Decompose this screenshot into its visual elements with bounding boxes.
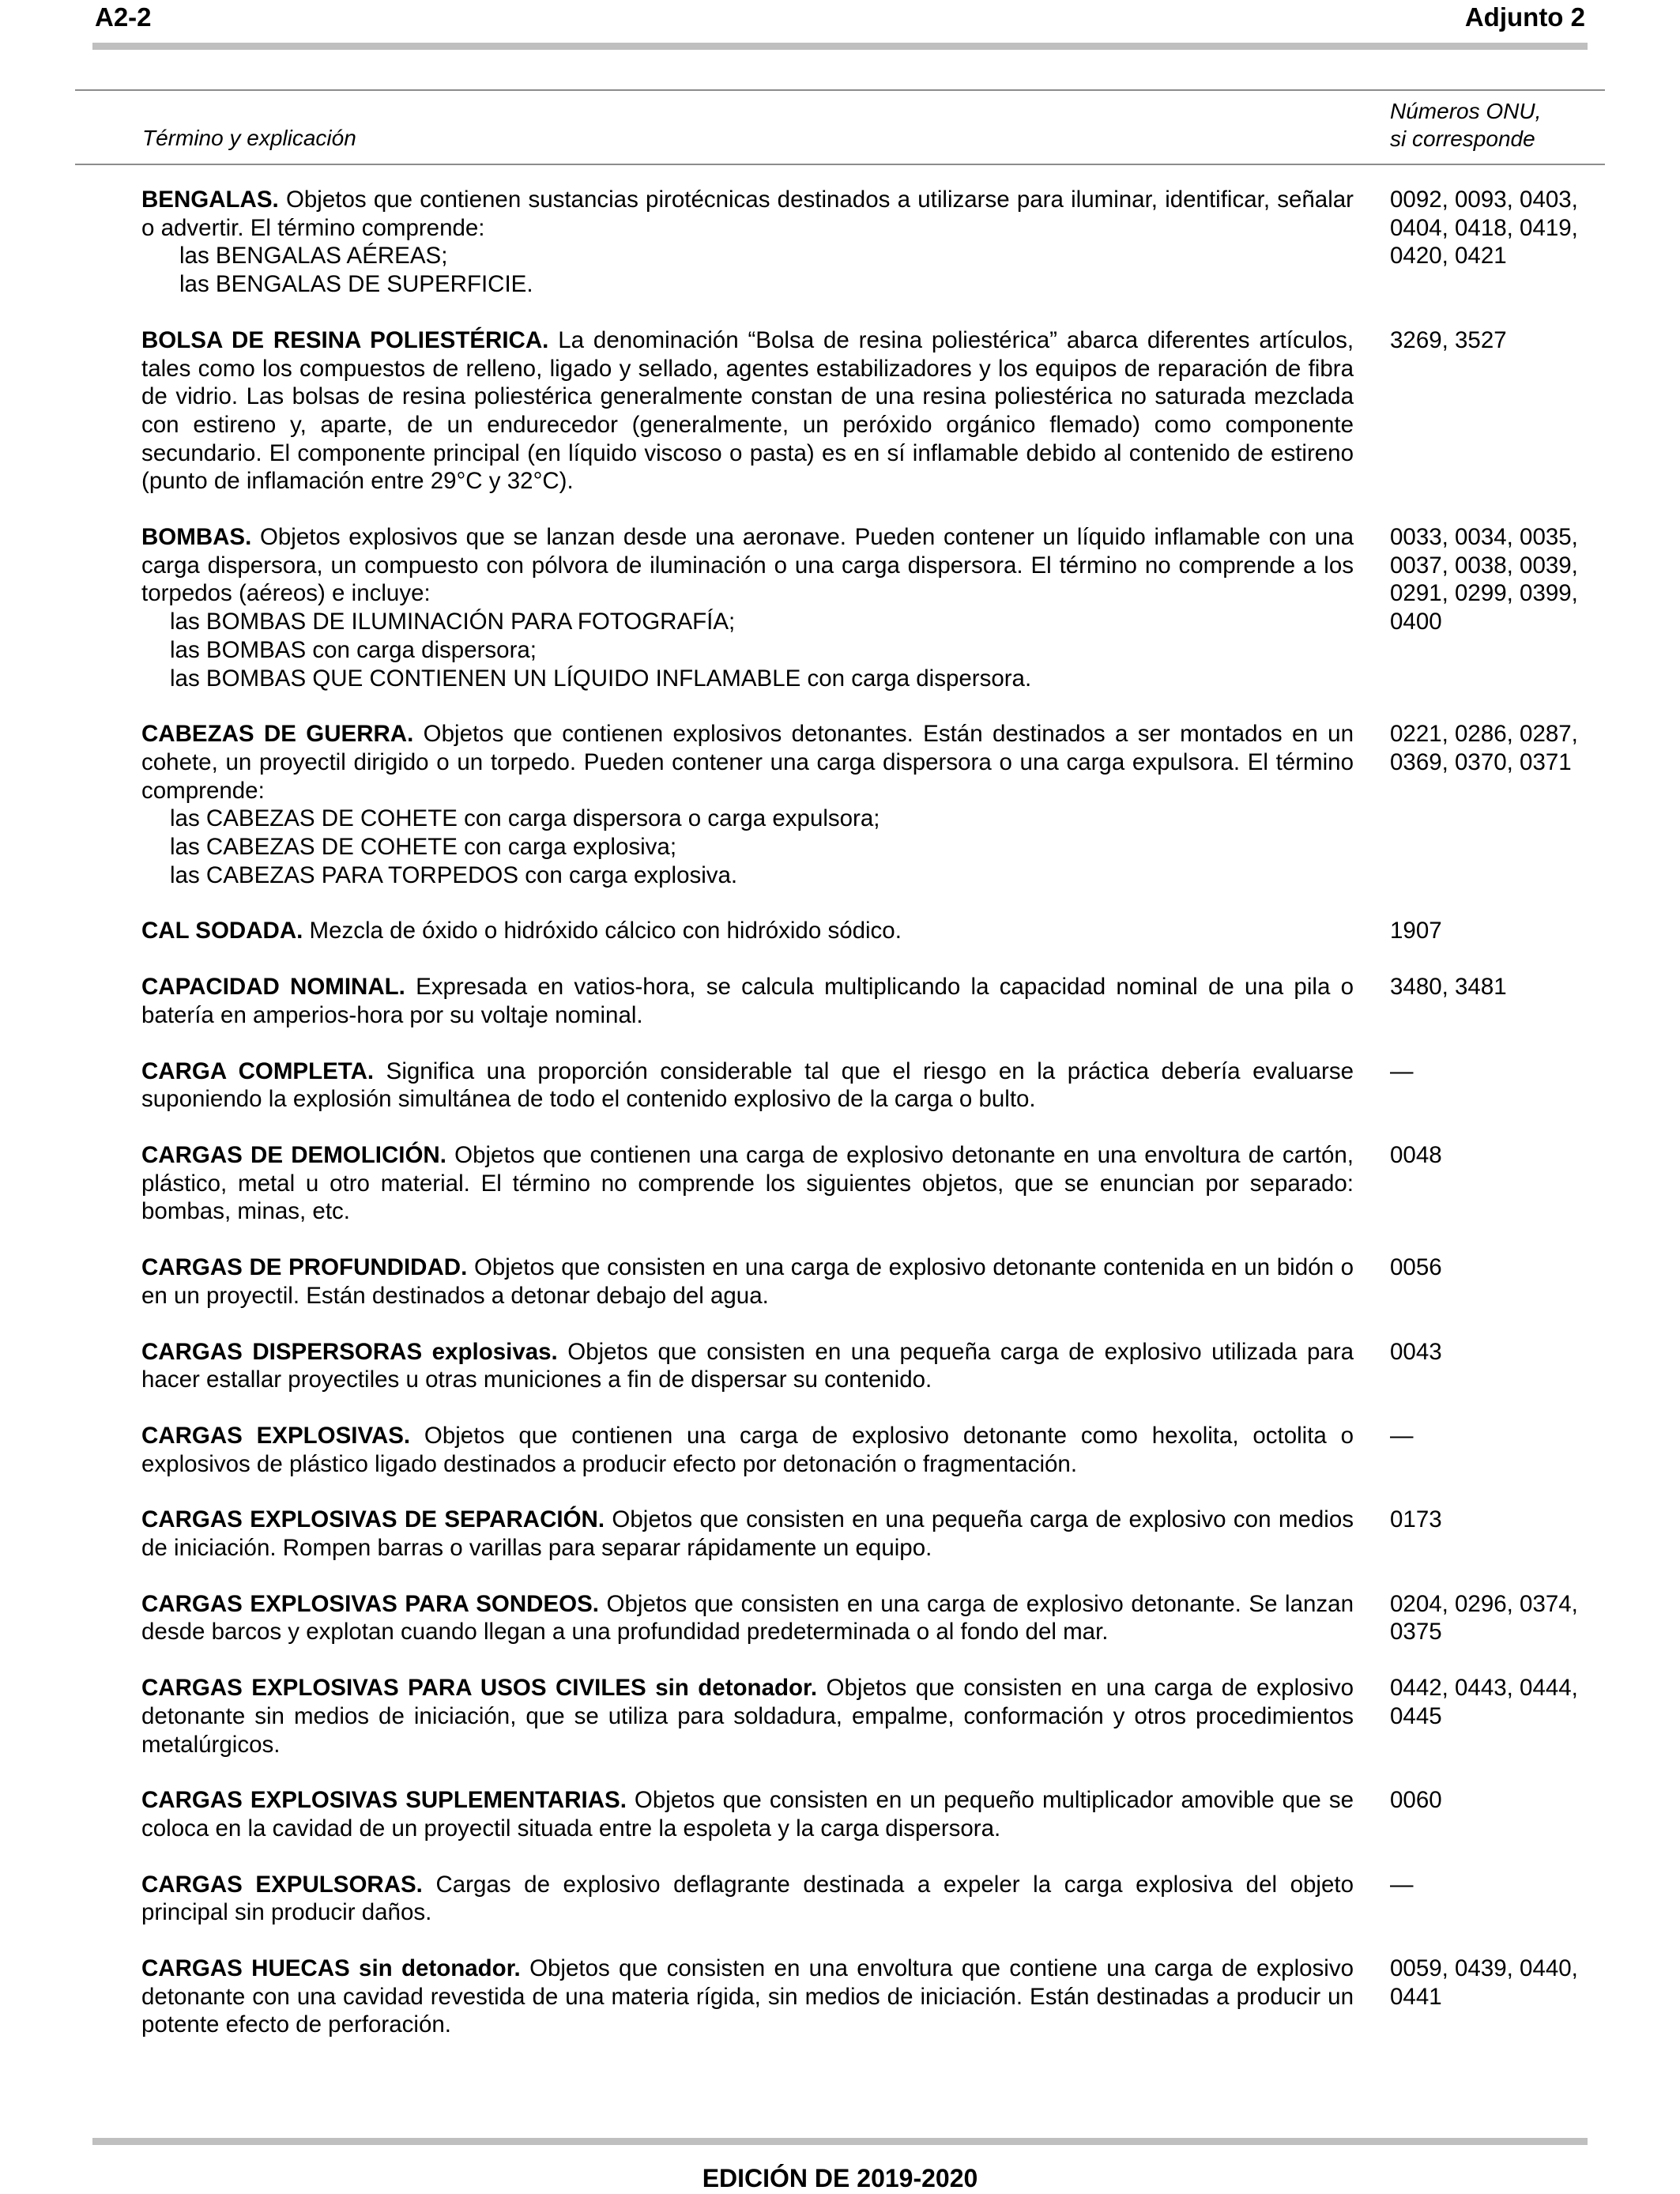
entry-term: BOLSA DE RESINA POLIESTÉRICA.: [141, 326, 549, 353]
glossary-entry: [141, 523, 1603, 692]
header-divider: [92, 43, 1588, 50]
entry-explanation: [141, 1590, 1354, 1646]
entry-explanation: [141, 1253, 1354, 1310]
entry-description: Objetos que contienen una carga de explosivo detonante en una envoltura de cartón, plástico, metal u otro material. El término no comprende los siguientes objetos, que se enuncian por separado: bombas, minas, etc.: [141, 1141, 1354, 1225]
glossary-entry: [141, 326, 1603, 496]
entry-term: CAPACIDAD NOMINAL.: [141, 974, 405, 1001]
edition-footer: EDICIÓN DE 2019-2020: [702, 2164, 978, 2192]
glossary-entry: [141, 1422, 1603, 1478]
attachment-label: Adjunto 2: [1464, 2, 1585, 32]
glossary-entry: [141, 1590, 1603, 1646]
entry-un-numbers: 0204, 0296, 0374, 0375: [1390, 1590, 1578, 1646]
entry-explanation: [141, 720, 1354, 889]
glossary-entry: [141, 1253, 1603, 1310]
entry-explanation: [141, 523, 1354, 692]
entry-description: Objetos que consisten en una pequeña carga de explosivo con medios de iniciación. Rompen barras o varillas para separar rápidamente un equipo.: [141, 1506, 1354, 1562]
glossary-entry: [141, 1506, 1603, 1562]
entry-description: Objetos que contienen explosivos detonantes. Están destinados a ser montados en un cohete, un proyectil dirigido o un torpedo. Pueden contener una carga dispersora o una carga expulsora. El término comprende:: [141, 721, 1354, 804]
column-header-un-line2: si corresponde: [1390, 126, 1535, 151]
entry-un-numbers: 0048: [1390, 1141, 1442, 1168]
entry-description: Significa una proporción considerable tal que el riesgo en la práctica debería evaluarse suponiendo la explosión simultánea de todo el contenido explosivo de la carga o bulto.: [141, 1057, 1354, 1113]
glossary-entry: [141, 186, 1603, 299]
glossary-entry: [141, 1057, 1603, 1114]
entry-un-numbers: 3480, 3481: [1390, 974, 1507, 1001]
entry-explanation: [141, 1674, 1354, 1759]
entry-un-numbers: 0173: [1390, 1506, 1442, 1533]
entry-term: CARGAS DISPERSORAS explosivas.: [141, 1338, 558, 1365]
entry-explanation: [141, 1141, 1354, 1226]
entry-un-numbers: 0043: [1390, 1338, 1442, 1365]
glossary-entry: [141, 917, 1603, 945]
entry-explanation: [141, 1422, 1354, 1478]
column-header-term: Término y explicación: [142, 126, 356, 150]
entry-description: Objetos que consisten en una carga de explosivo detonante. Se lanzan desde barcos y explotan cuando llegan a una profundidad predeterminada o al fondo del mar.: [141, 1590, 1354, 1646]
entry-term: CABEZAS DE GUERRA.: [141, 721, 414, 748]
entry-un-numbers: 0033, 0034, 0035, 0037, 0038, 0039, 0291, 0299, 0399, 0400: [1390, 524, 1578, 635]
column-header-un-line1: Números ONU,: [1390, 99, 1542, 123]
page-header: [95, 0, 1585, 47]
entry-explanation: [141, 973, 1354, 1029]
entry-description: Mezcla de óxido o hidróxido cálcico con hidróxido sódico.: [303, 918, 902, 944]
entry-term: CARGAS DE DEMOLICIÓN.: [141, 1141, 446, 1168]
entry-term: CARGAS EXPLOSIVAS.: [141, 1422, 411, 1449]
entry-explanation: [141, 1955, 1354, 2039]
entry-subitem: las CABEZAS DE COHETE con carga explosiva;: [170, 834, 677, 861]
entry-subitem: las CABEZAS PARA TORPEDOS con carga explosiva.: [170, 861, 738, 888]
entry-explanation: [141, 186, 1354, 299]
entry-subitem: las BENGALAS AÉREAS;: [179, 243, 448, 270]
entry-un-numbers: 0056: [1390, 1254, 1442, 1281]
glossary-entries: [141, 186, 1603, 2067]
entry-un-numbers: —: [1390, 1422, 1414, 1449]
footer-divider: [92, 2138, 1588, 2145]
entry-term: BOMBAS.: [141, 524, 252, 551]
entry-un-numbers: —: [1390, 1057, 1414, 1084]
entry-un-numbers: 3269, 3527: [1390, 326, 1507, 353]
entry-description: Objetos que contienen sustancias pirotécnicas destinados a utilizarse para iluminar, identificar, señalar o advertir. El término comprende:: [141, 187, 1354, 241]
entry-description: Objetos que consisten en una pequeña carga de explosivo utilizada para hacer estallar proyectiles u otras municiones a fin de dispersar su contenido.: [141, 1338, 1354, 1393]
entry-un-numbers: 1907: [1390, 918, 1442, 944]
page-number: A2-2: [95, 2, 152, 32]
entry-un-numbers: 0059, 0439, 0440, 0441: [1390, 1955, 1578, 2010]
entry-term: CARGA COMPLETA.: [141, 1057, 375, 1084]
entry-description: Objetos que contienen una carga de explosivo detonante como hexolita, octolita o explosivos de plástico ligado destinados a producir efecto por detonación o fragmentación.: [141, 1422, 1354, 1477]
entry-description: Objetos que consisten en un pequeño multiplicador amovible que se coloca en la cavidad de un proyectil situada entre la espoleta y la carga dispersora.: [141, 1787, 1354, 1842]
entry-un-numbers: 0221, 0286, 0287, 0369, 0370, 0371: [1390, 721, 1578, 775]
entry-term: CARGAS EXPLOSIVAS PARA SONDEOS.: [141, 1590, 599, 1617]
entry-description: Cargas de explosivo deflagrante destinada a expeler la carga explosiva del objeto principal sin producir daños.: [141, 1871, 1354, 1926]
entry-explanation: [141, 1338, 1354, 1394]
entry-term: CARGAS EXPULSORAS.: [141, 1871, 423, 1898]
entry-term: CAL SODADA.: [141, 918, 303, 944]
entry-subitem: las BOMBAS QUE CONTIENEN UN LÍQUIDO INFLAMABLE con carga dispersora.: [170, 665, 1032, 692]
glossary-entry: [141, 1674, 1603, 1759]
entry-un-numbers: 0060: [1390, 1787, 1442, 1814]
glossary-entry: [141, 1871, 1603, 1927]
entry-subitem: las BOMBAS con carga dispersora;: [170, 636, 537, 663]
table-header-rule-top: [75, 89, 1605, 91]
entry-description: Expresada en vatios-hora, se calcula multiplicando la capacidad nominal de una pila o batería en amperios-hora por su voltaje nominal.: [141, 974, 1354, 1028]
glossary-entry: [141, 1955, 1603, 2039]
glossary-entry: [141, 1141, 1603, 1226]
entry-un-numbers: —: [1390, 1871, 1414, 1898]
table-header-rule-bottom: [75, 164, 1605, 165]
entry-description: La denominación “Bolsa de resina poliestérica” abarca diferentes artículos, tales como los compuestos de relleno, ligado y sellado, agentes estabilizadores y los equipos de reparación de fibra de vidrio. Las bolsas de resina poliestérica generalmente constan de una resina poliestérica no saturada mezclada con estireno y, aparte, de un endurecedor (generalmente, un peróxido orgánico flemado) como componente secundario. El componente principal (en líquido viscoso o pasta) es en sí inflamable debido al contenido de estireno (punto de inflamación entre 29°C y 32°C).: [141, 326, 1354, 495]
entry-explanation: [141, 1871, 1354, 1927]
entry-explanation: [141, 1057, 1354, 1114]
entry-term: CARGAS EXPLOSIVAS PARA USOS CIVILES sin detonador.: [141, 1675, 818, 1702]
glossary-entry: [141, 1338, 1603, 1394]
glossary-entry: [141, 720, 1603, 889]
entry-un-numbers: 0092, 0093, 0403, 0404, 0418, 0419, 0420, 0421: [1390, 187, 1578, 270]
entry-description: Objetos que consisten en una carga de explosivo detonante contenida en un bidón o en un proyectil. Están destinados a detonar debajo del agua.: [141, 1254, 1354, 1309]
entry-explanation: [141, 1786, 1354, 1842]
column-header-un-numbers: [1390, 97, 1541, 153]
glossary-entry: [141, 973, 1603, 1029]
entry-explanation: [141, 1506, 1354, 1562]
entry-term: CARGAS HUECAS sin detonador.: [141, 1955, 521, 1982]
entry-term: CARGAS EXPLOSIVAS DE SEPARACIÓN.: [141, 1506, 605, 1533]
entry-un-numbers: 0442, 0443, 0444, 0445: [1390, 1675, 1578, 1729]
entry-description: Objetos que consisten en una carga de explosivo detonante sin medios de iniciación, que se utiliza para soldadura, empalme, conformación y otros procedimientos metalúrgicos.: [141, 1675, 1354, 1758]
entry-term: CARGAS EXPLOSIVAS SUPLEMENTARIAS.: [141, 1787, 627, 1814]
entry-explanation: [141, 917, 1354, 945]
entry-description: Objetos explosivos que se lanzan desde una aeronave. Pueden contener un líquido inflamable con una carga dispersora, un compuesto con pólvora de iluminación o una carga dispersora. El término no comprende a los torpedos (aéreos) e incluye:: [141, 524, 1354, 607]
entry-subitem: las BOMBAS DE ILUMINACIÓN PARA FOTOGRAFÍA;: [170, 609, 736, 635]
entry-explanation: [141, 326, 1354, 496]
entry-term: BENGALAS.: [141, 187, 279, 213]
entry-subitem: las CABEZAS DE COHETE con carga dispersora o carga expulsora;: [170, 805, 880, 832]
glossary-entry: [141, 1786, 1603, 1842]
entry-term: CARGAS DE PROFUNDIDAD.: [141, 1254, 468, 1281]
entry-description: Objetos que consisten en una envoltura que contiene una carga de explosivo detonante con una cavidad revestida de una materia rígida, sin medios de iniciación. Están destinadas a producir un potente efecto de perforación.: [141, 1955, 1354, 2038]
entry-subitem: las BENGALAS DE SUPERFICIE.: [179, 271, 533, 298]
